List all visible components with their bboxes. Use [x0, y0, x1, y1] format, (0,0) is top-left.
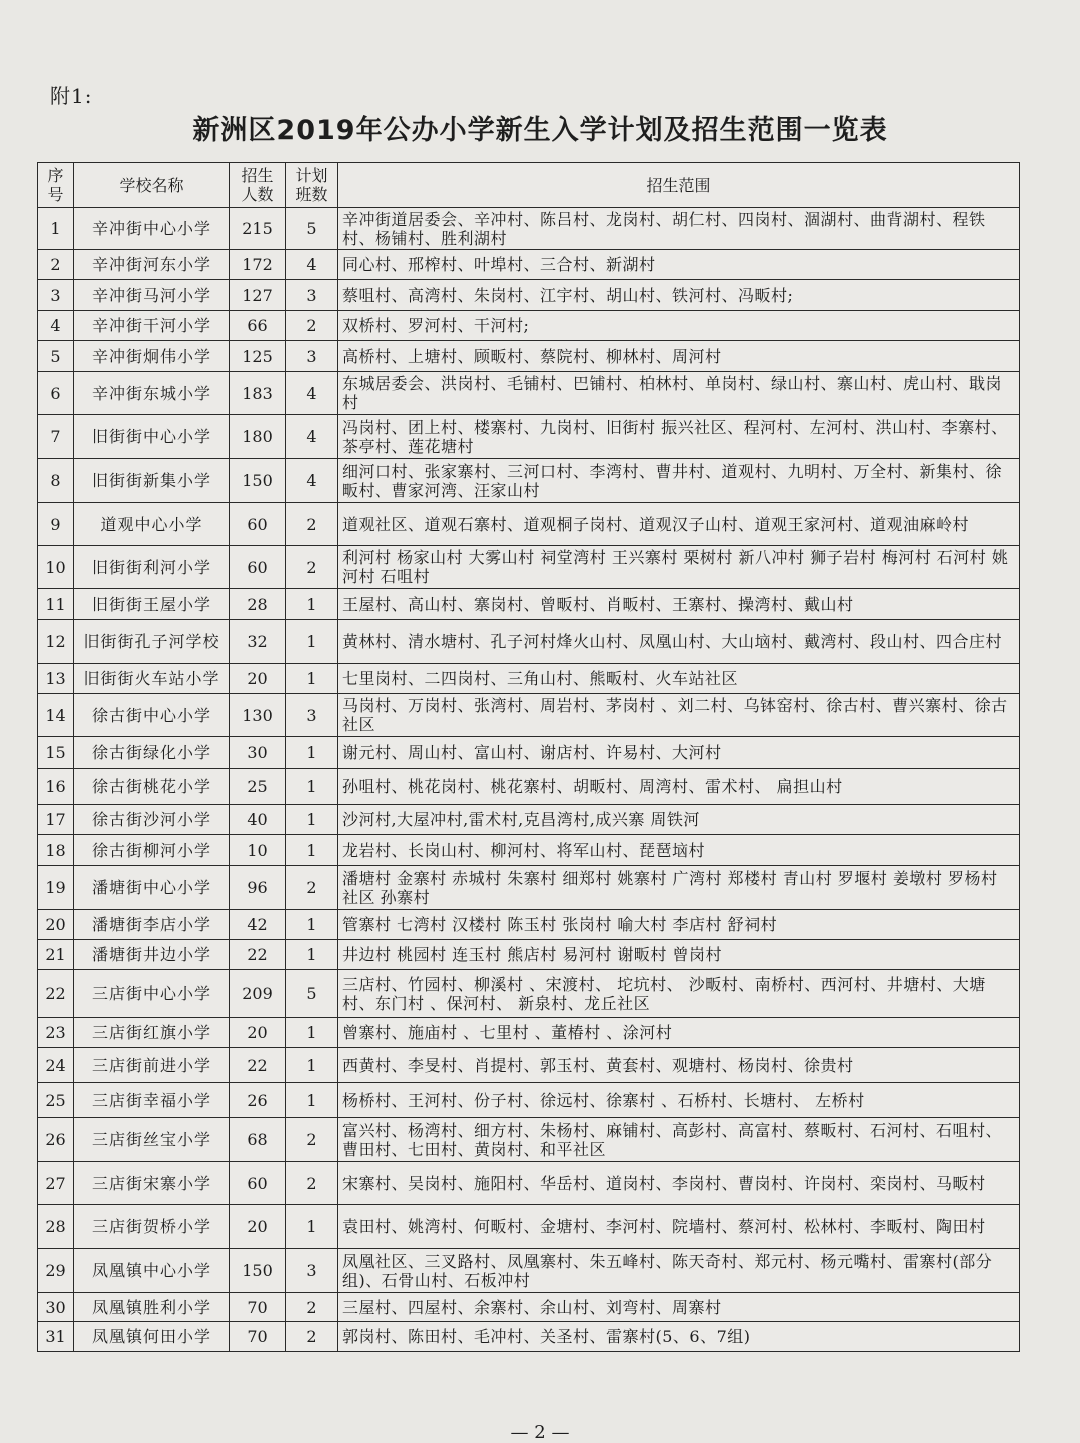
- row-school-name: 旧街街王屋小学: [74, 589, 230, 620]
- row-class-count: 5: [286, 208, 338, 250]
- row-enrollment-range: 王屋村、高山村、寨岗村、曾畈村、肖畈村、王寨村、操湾村、戴山村: [338, 589, 1020, 620]
- row-class-count: 1: [286, 835, 338, 866]
- row-class-count: 2: [286, 1162, 338, 1205]
- row-class-count: 5: [286, 970, 338, 1018]
- row-school-name: 凤凰镇胜利小学: [74, 1293, 230, 1322]
- row-enrollment: 150: [230, 1249, 286, 1293]
- table-row: [38, 503, 1020, 546]
- row-serial-number: 31: [38, 1322, 74, 1352]
- row-serial-number: 30: [38, 1293, 74, 1322]
- row-enrollment: 183: [230, 372, 286, 415]
- table-row: [38, 341, 1020, 372]
- row-enrollment-range: 道观社区、道观石寨村、道观桐子岗村、道观汉子山村、道观王家河村、道观油麻岭村: [338, 503, 1020, 546]
- row-enrollment-range: 郭岗村、陈田村、毛冲村、关圣村、雷寨村(5、6、7组): [338, 1322, 1020, 1352]
- row-enrollment-range: 利河村 杨家山村 大雾山村 祠堂湾村 王兴寨村 栗树村 新八冲村 狮子岩村 梅河村 石河村 姚河村 石咀村: [338, 546, 1020, 589]
- row-serial-number: 5: [38, 341, 74, 372]
- row-enrollment: 28: [230, 589, 286, 620]
- table-row: [38, 769, 1020, 805]
- row-enrollment: 150: [230, 459, 286, 503]
- row-enrollment-range: 袁田村、姚湾村、何畈村、金塘村、李河村、院墙村、蔡河村、松林村、李畈村、陶田村: [338, 1205, 1020, 1249]
- row-school-name: 三店街前进小学: [74, 1048, 230, 1083]
- row-enrollment: 66: [230, 311, 286, 341]
- row-enrollment-range: 双桥村、罗河村、干河村;: [338, 311, 1020, 341]
- row-serial-number: 26: [38, 1118, 74, 1162]
- row-enrollment-range: 七里岗村、二四岗村、三角山村、熊畈村、火车站社区: [338, 664, 1020, 694]
- row-class-count: 3: [286, 694, 338, 737]
- row-enrollment: 25: [230, 769, 286, 805]
- table-row: [38, 1249, 1020, 1293]
- row-serial-number: 12: [38, 620, 74, 664]
- table-row: [38, 459, 1020, 503]
- row-class-count: 1: [286, 620, 338, 664]
- row-enrollment-range: 蔡咀村、高湾村、朱岗村、江宇村、胡山村、铁河村、冯畈村;: [338, 280, 1020, 311]
- row-serial-number: 3: [38, 280, 74, 311]
- row-enrollment-range: 宋寨村、吴岗村、施阳村、华岳村、道岗村、李岗村、曹岗村、许岗村、栾岗村、马畈村: [338, 1162, 1020, 1205]
- row-school-name: 潘塘街李店小学: [74, 910, 230, 940]
- row-serial-number: 7: [38, 415, 74, 459]
- row-enrollment: 26: [230, 1083, 286, 1118]
- header-serial-number: 序号: [38, 163, 74, 208]
- row-enrollment-range: 凤凰社区、三叉路村、凤凰寨村、朱五峰村、陈天奇村、郑元村、杨元嘴村、雷寨村(部分组)、石骨山村、石板冲村: [338, 1249, 1020, 1293]
- row-serial-number: 29: [38, 1249, 74, 1293]
- header-enrollment: 招生人数: [230, 163, 286, 208]
- row-enrollment: 60: [230, 503, 286, 546]
- table-row: [38, 910, 1020, 940]
- row-serial-number: 27: [38, 1162, 74, 1205]
- row-school-name: 旧街街中心小学: [74, 415, 230, 459]
- row-class-count: 1: [286, 1083, 338, 1118]
- table-row: [38, 970, 1020, 1018]
- row-enrollment-range: 沙河村,大屋冲村,雷术村,克昌湾村,成兴寨 周铁河: [338, 805, 1020, 835]
- table-row: [38, 1118, 1020, 1162]
- row-enrollment: 215: [230, 208, 286, 250]
- document-title: 新洲区2019年公办小学新生入学计划及招生范围一览表: [192, 115, 888, 146]
- row-enrollment-range: 富兴村、杨湾村、细方村、朱杨村、麻铺村、高彭村、高富村、蔡畈村、石河村、石咀村、曹田村、七田村、黄岗村、和平社区: [338, 1118, 1020, 1162]
- row-school-name: 凤凰镇何田小学: [74, 1322, 230, 1352]
- row-enrollment-range: 西黄村、李旻村、肖提村、郭玉村、黄套村、观塘村、杨岗村、徐贵村: [338, 1048, 1020, 1083]
- row-enrollment: 20: [230, 1018, 286, 1048]
- row-class-count: 1: [286, 589, 338, 620]
- row-serial-number: 8: [38, 459, 74, 503]
- row-serial-number: 21: [38, 940, 74, 970]
- row-serial-number: 18: [38, 835, 74, 866]
- row-school-name: 潘塘街中心小学: [74, 866, 230, 910]
- row-school-name: 徐古街沙河小学: [74, 805, 230, 835]
- row-enrollment: 42: [230, 910, 286, 940]
- row-school-name: 旧街街新集小学: [74, 459, 230, 503]
- row-enrollment-range: 东城居委会、洪岗村、毛铺村、巴铺村、柏林村、单岗村、绿山村、寨山村、虎山村、戢岗村: [338, 372, 1020, 415]
- row-enrollment-range: 三店村、竹园村、柳溪村 、宋渡村、 坨坑村、 沙畈村、南桥村、西河村、井塘村、大塘村、东门村 、保河村、 新泉村、龙丘社区: [338, 970, 1020, 1018]
- row-class-count: 1: [286, 769, 338, 805]
- row-class-count: 2: [286, 546, 338, 589]
- table-row: [38, 694, 1020, 737]
- row-class-count: 1: [286, 1018, 338, 1048]
- row-serial-number: 9: [38, 503, 74, 546]
- row-serial-number: 24: [38, 1048, 74, 1083]
- row-school-name: 三店街贺桥小学: [74, 1205, 230, 1249]
- row-enrollment: 20: [230, 1205, 286, 1249]
- table-header-row: [38, 163, 1020, 208]
- row-enrollment-range: 同心村、邢榨村、叶埠村、三合村、新湖村: [338, 250, 1020, 280]
- row-enrollment-range: 曾寨村、施庙村 、七里村 、董椿村 、涂河村: [338, 1018, 1020, 1048]
- row-school-name: 三店街丝宝小学: [74, 1118, 230, 1162]
- row-enrollment-range: 辛冲街道居委会、辛冲村、陈吕村、龙岗村、胡仁村、四岗村、涸湖村、曲背湖村、程铁村、杨铺村、胜利湖村: [338, 208, 1020, 250]
- row-enrollment: 32: [230, 620, 286, 664]
- table-row: [38, 805, 1020, 835]
- row-school-name: 三店街红旗小学: [74, 1018, 230, 1048]
- row-enrollment-range: 井边村 桃园村 连玉村 熊店村 易河村 谢畈村 曾岗村: [338, 940, 1020, 970]
- table-row: [38, 940, 1020, 970]
- row-enrollment: 68: [230, 1118, 286, 1162]
- table-row: [38, 664, 1020, 694]
- table-row: [38, 866, 1020, 910]
- row-serial-number: 17: [38, 805, 74, 835]
- row-enrollment: 130: [230, 694, 286, 737]
- row-class-count: 4: [286, 372, 338, 415]
- row-enrollment: 22: [230, 1048, 286, 1083]
- row-enrollment: 60: [230, 546, 286, 589]
- table-body: [38, 208, 1020, 1352]
- row-school-name: 徐古街中心小学: [74, 694, 230, 737]
- table-row: [38, 546, 1020, 589]
- row-serial-number: 11: [38, 589, 74, 620]
- row-serial-number: 13: [38, 664, 74, 694]
- header-enrollment-range: 招生范围: [338, 163, 1020, 208]
- table-row: [38, 250, 1020, 280]
- row-school-name: 三店街中心小学: [74, 970, 230, 1018]
- table-row: [38, 1293, 1020, 1322]
- table-row: [38, 835, 1020, 866]
- table-row: [38, 415, 1020, 459]
- row-enrollment: 180: [230, 415, 286, 459]
- row-school-name: 凤凰镇中心小学: [74, 1249, 230, 1293]
- row-enrollment: 60: [230, 1162, 286, 1205]
- row-school-name: 徐古街柳河小学: [74, 835, 230, 866]
- row-enrollment-range: 高桥村、上塘村、顾畈村、蔡院村、柳林村、周河村: [338, 341, 1020, 372]
- row-serial-number: 25: [38, 1083, 74, 1118]
- row-school-name: 徐古街桃花小学: [74, 769, 230, 805]
- row-serial-number: 10: [38, 546, 74, 589]
- row-enrollment-range: 杨桥村、王河村、份子村、徐远村、徐寨村 、石桥村、长塘村、 左桥村: [338, 1083, 1020, 1118]
- row-serial-number: 2: [38, 250, 74, 280]
- row-class-count: 4: [286, 250, 338, 280]
- row-class-count: 1: [286, 940, 338, 970]
- row-serial-number: 1: [38, 208, 74, 250]
- row-class-count: 2: [286, 311, 338, 341]
- row-enrollment: 40: [230, 805, 286, 835]
- row-school-name: 旧街街孔子河学校: [74, 620, 230, 664]
- row-enrollment: 30: [230, 737, 286, 769]
- table-row: [38, 311, 1020, 341]
- row-class-count: 1: [286, 664, 338, 694]
- row-class-count: 2: [286, 1322, 338, 1352]
- row-school-name: 三店街宋寨小学: [74, 1162, 230, 1205]
- row-school-name: 辛冲街炯伟小学: [74, 341, 230, 372]
- row-class-count: 3: [286, 1249, 338, 1293]
- table-row: [38, 737, 1020, 769]
- row-class-count: 2: [286, 1293, 338, 1322]
- row-enrollment-range: 管寨村 七湾村 汉楼村 陈玉村 张岗村 喻大村 李店村 舒祠村: [338, 910, 1020, 940]
- table-row: [38, 1018, 1020, 1048]
- row-enrollment: 20: [230, 664, 286, 694]
- row-class-count: 4: [286, 415, 338, 459]
- row-enrollment-range: 冯岗村、团上村、楼寨村、九岗村、旧街村 振兴社区、程河村、左河村、洪山村、李寨村、茶亭村、莲花塘村: [338, 415, 1020, 459]
- table-row: [38, 1083, 1020, 1118]
- row-class-count: 1: [286, 737, 338, 769]
- row-school-name: 辛冲街中心小学: [74, 208, 230, 250]
- table-row: [38, 1205, 1020, 1249]
- table-row: [38, 372, 1020, 415]
- row-serial-number: 22: [38, 970, 74, 1018]
- row-enrollment-range: 潘塘村 金寨村 赤城村 朱寨村 细郑村 姚寨村 广湾村 郑楼村 青山村 罗堰村 姜墩村 罗杨村 社区 孙寨村: [338, 866, 1020, 910]
- row-school-name: 辛冲街东城小学: [74, 372, 230, 415]
- row-class-count: 1: [286, 805, 338, 835]
- row-enrollment-range: 细河口村、张家寨村、三河口村、李湾村、曹井村、道观村、九明村、万全村、新集村、徐畈村、曹家河湾、汪家山村: [338, 459, 1020, 503]
- row-enrollment: 172: [230, 250, 286, 280]
- row-school-name: 旧街街火车站小学: [74, 664, 230, 694]
- row-class-count: 2: [286, 866, 338, 910]
- row-school-name: 辛冲街干河小学: [74, 311, 230, 341]
- attachment-label: 附1:: [50, 84, 93, 108]
- table-row: [38, 589, 1020, 620]
- row-serial-number: 28: [38, 1205, 74, 1249]
- row-school-name: 三店街幸福小学: [74, 1083, 230, 1118]
- row-school-name: 徐古街绿化小学: [74, 737, 230, 769]
- row-serial-number: 6: [38, 372, 74, 415]
- row-serial-number: 4: [38, 311, 74, 341]
- row-school-name: 旧街街利河小学: [74, 546, 230, 589]
- row-enrollment: 209: [230, 970, 286, 1018]
- row-enrollment: 22: [230, 940, 286, 970]
- row-enrollment: 127: [230, 280, 286, 311]
- row-class-count: 2: [286, 503, 338, 546]
- row-class-count: 1: [286, 1205, 338, 1249]
- table-row: [38, 1048, 1020, 1083]
- row-enrollment-range: 三屋村、四屋村、余寨村、余山村、刘弯村、周寨村: [338, 1293, 1020, 1322]
- row-serial-number: 23: [38, 1018, 74, 1048]
- row-class-count: 3: [286, 280, 338, 311]
- row-class-count: 4: [286, 459, 338, 503]
- row-enrollment-range: 谢元村、周山村、富山村、谢店村、许易村、大河村: [338, 737, 1020, 769]
- row-serial-number: 14: [38, 694, 74, 737]
- table-row: [38, 1162, 1020, 1205]
- row-class-count: 2: [286, 1118, 338, 1162]
- page-number: — 2 —: [510, 1422, 570, 1443]
- row-serial-number: 16: [38, 769, 74, 805]
- row-enrollment-range: 龙岩村、长岗山村、柳河村、将军山村、琵琶垴村: [338, 835, 1020, 866]
- row-school-name: 辛冲街马河小学: [74, 280, 230, 311]
- row-school-name: 辛冲街河东小学: [74, 250, 230, 280]
- row-enrollment: 125: [230, 341, 286, 372]
- header-class-count: 计划班数: [286, 163, 338, 208]
- row-enrollment: 10: [230, 835, 286, 866]
- row-serial-number: 19: [38, 866, 74, 910]
- table-row: [38, 208, 1020, 250]
- header-school-name: 学校名称: [74, 163, 230, 208]
- table-row: [38, 280, 1020, 311]
- row-enrollment: 70: [230, 1322, 286, 1352]
- row-enrollment-range: 马岗村、万岗村、张湾村、周岩村、茅岗村 、刘二村、乌钵窑村、徐古村、曹兴寨村、徐古社区: [338, 694, 1020, 737]
- enrollment-table: [37, 162, 1020, 1352]
- table-row: [38, 620, 1020, 664]
- row-enrollment-range: 孙咀村、桃花岗村、桃花寨村、胡畈村、周湾村、雷术村、 扁担山村: [338, 769, 1020, 805]
- row-serial-number: 15: [38, 737, 74, 769]
- row-school-name: 潘塘街井边小学: [74, 940, 230, 970]
- row-class-count: 1: [286, 910, 338, 940]
- row-class-count: 1: [286, 1048, 338, 1083]
- row-school-name: 道观中心小学: [74, 503, 230, 546]
- table-row: [38, 1322, 1020, 1352]
- row-enrollment: 70: [230, 1293, 286, 1322]
- row-serial-number: 20: [38, 910, 74, 940]
- row-enrollment: 96: [230, 866, 286, 910]
- row-enrollment-range: 黄林村、清水塘村、孔子河村烽火山村、凤凰山村、大山垴村、戴湾村、段山村、四合庄村: [338, 620, 1020, 664]
- row-class-count: 3: [286, 341, 338, 372]
